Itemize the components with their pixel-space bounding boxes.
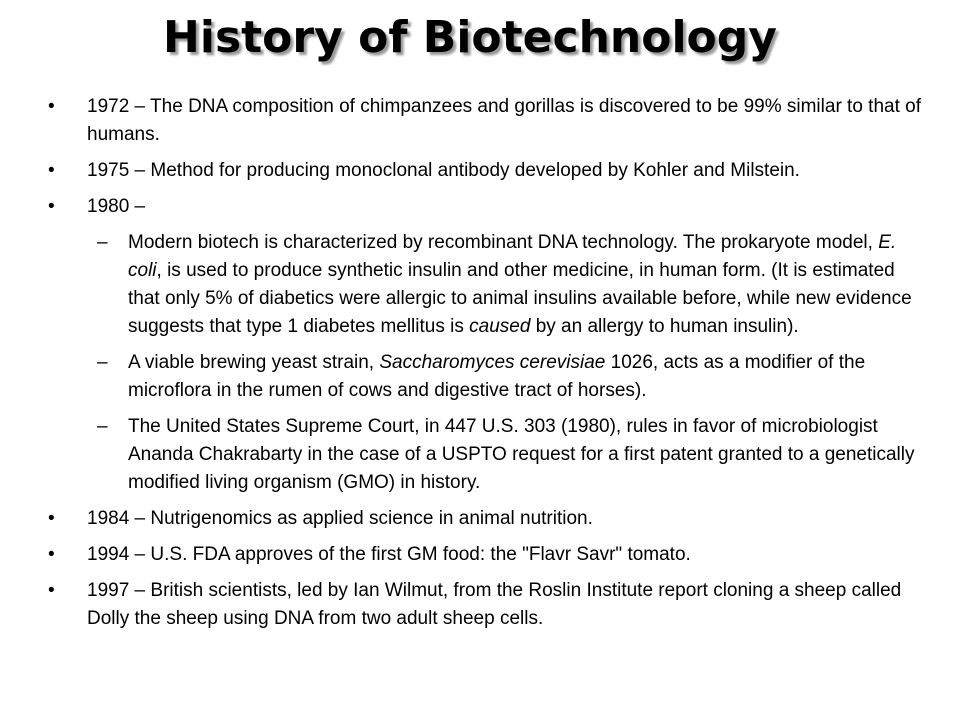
sub-item-text: Modern biotech is characterized by recombinant DNA technology. The prokaryote model, E. coli, is used to produce synthetic insulin and other medicine, in human form. (It is estimated that only 5% of diabetics were allergic to animal insulins available before, while new evidence suggests that type 1 diabetes mellitus is caused by an allergy to human insulin). xyxy=(128,232,912,337)
item-text: 1997 – British scientists, led by Ian Wilmut, from the Roslin Institute report cloning a sheep called Dolly the sheep using DNA from two adult sheep cells. xyxy=(87,580,902,629)
bullet-icon: • xyxy=(48,96,55,117)
slide-title: History of Biotechnology xyxy=(163,12,777,63)
list-item-1997 xyxy=(48,577,928,633)
dash-icon: – xyxy=(97,352,108,373)
sub-list-1980 xyxy=(87,229,928,497)
sub-item-yeast-strain xyxy=(87,349,928,405)
bullet-icon: • xyxy=(48,544,55,565)
list-item-1975 xyxy=(48,157,928,185)
list-item-1972 xyxy=(48,93,928,149)
list-item-1994 xyxy=(48,541,928,569)
bullet-list xyxy=(48,93,928,641)
item-text: 1980 – xyxy=(87,196,146,217)
item-text: 1972 – The DNA composition of chimpanzees and gorillas is discovered to be 99% similar to that of humans. xyxy=(87,96,921,145)
list-item-1980 xyxy=(48,193,928,497)
dash-icon: – xyxy=(97,416,108,437)
sub-item-text: The United States Supreme Court, in 447 U.S. 303 (1980), rules in favor of microbiologist Ananda Chakrabarty in the case of a USPTO request for a first patent granted to a genetically modified living organism (GMO) in history. xyxy=(128,416,915,493)
bullet-icon: • xyxy=(48,160,55,181)
bullet-icon: • xyxy=(48,196,55,217)
dash-icon: – xyxy=(97,232,108,253)
bullet-icon: • xyxy=(48,508,55,529)
bullet-icon: • xyxy=(48,580,55,601)
sub-item-text: A viable brewing yeast strain, Saccharomyces cerevisiae 1026, acts as a modifier of the microflora in the rumen of cows and digestive tract of horses). xyxy=(128,352,866,401)
item-text: 1994 – U.S. FDA approves of the first GM food: the "Flavr Savr" tomato. xyxy=(87,544,691,565)
list-item-1984 xyxy=(48,505,928,533)
item-text: 1975 – Method for producing monoclonal antibody developed by Kohler and Milstein. xyxy=(87,160,800,181)
sub-item-recombinant-dna xyxy=(87,229,928,341)
sub-item-supreme-court xyxy=(87,413,928,497)
item-text: 1984 – Nutrigenomics as applied science in animal nutrition. xyxy=(87,508,593,529)
